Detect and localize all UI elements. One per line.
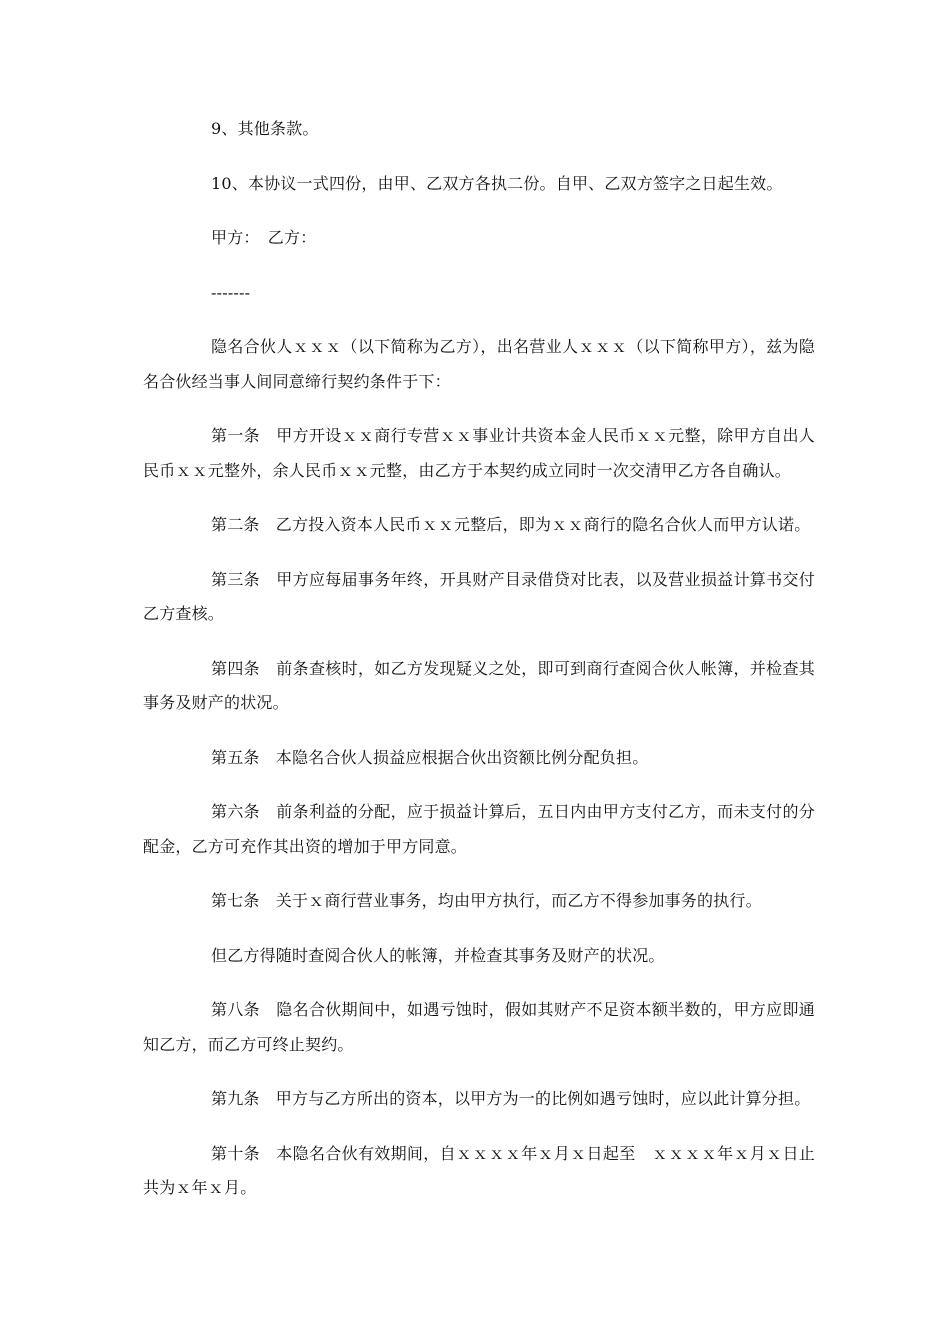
article-6: 第六条 前条利益的分配，应于损益计算后，五日内由甲方支付乙方，而未支付的分配金，乙方可充作其出资的增加于甲方同意。	[143, 802, 815, 856]
article-2: 第二条 乙方投入资本人民币ｘｘ元整后，即为ｘｘ商行的隐名合伙人而甲方认诺。	[211, 515, 811, 534]
article-10: 第十条 本隐名合伙有效期间，自ｘｘｘｘ年ｘ月ｘ日起至 ｘｘｘｘ年ｘ月ｘ日止共为ｘ年ｘ月。	[143, 1143, 815, 1197]
article-8: 第八条 隐名合伙期间中，如遇亏蚀时，假如其财产不足资本额半数的，甲方应即通知乙方，而乙方可终止契约。	[143, 1000, 815, 1054]
clause-10-copies: 10、本协议一式四份，由甲、乙双方各执二份。自甲、乙双方签字之日起生效。	[211, 173, 783, 193]
signature-parties: 甲方： 乙方：	[211, 228, 317, 247]
article-1: 第一条 甲方开设ｘｘ商行专营ｘｘ事业计共资本金人民币ｘｘ元整，除甲方自出人民币ｘｘ元整外，余人民币ｘｘ元整，由乙方于本契约成立同时一次交清甲乙方各自确认。	[143, 426, 815, 480]
article-7: 第七条 关于ｘ商行营业事务，均由甲方执行，而乙方不得参加事务的执行。	[211, 891, 762, 910]
article-4: 第四条 前条查核时，如乙方发现疑义之处，即可到商行查阅合伙人帐簿，并检查其事务及财产的状况。	[143, 658, 815, 712]
article-3: 第三条 甲方应每届事务年终，开具财产目录借贷对比表，以及营业损益计算书交付乙方查核。	[143, 569, 815, 623]
article-7-continuation: 但乙方得随时查阅合伙人的帐簿，并检查其事务及财产的状况。	[211, 945, 665, 965]
contract-preamble: 隐名合伙人ｘｘｘ（以下简称为乙方），出名营业人ｘｘｘ（以下简称甲方），兹为隐名合伙经当事人间同意缔行契约条件于下：	[143, 337, 815, 391]
article-5: 第五条 本隐名合伙人损益应根据合伙出资额比例分配负担。	[211, 747, 649, 767]
document-body	[143, 112, 815, 1226]
clause-9-other-terms: 9、其他条款。	[211, 119, 319, 138]
separator-line: -------	[211, 282, 251, 302]
article-9: 第九条 甲方与乙方所出的资本，以甲方为一的比例如遇亏蚀时，应以此计算分担。	[211, 1089, 811, 1108]
